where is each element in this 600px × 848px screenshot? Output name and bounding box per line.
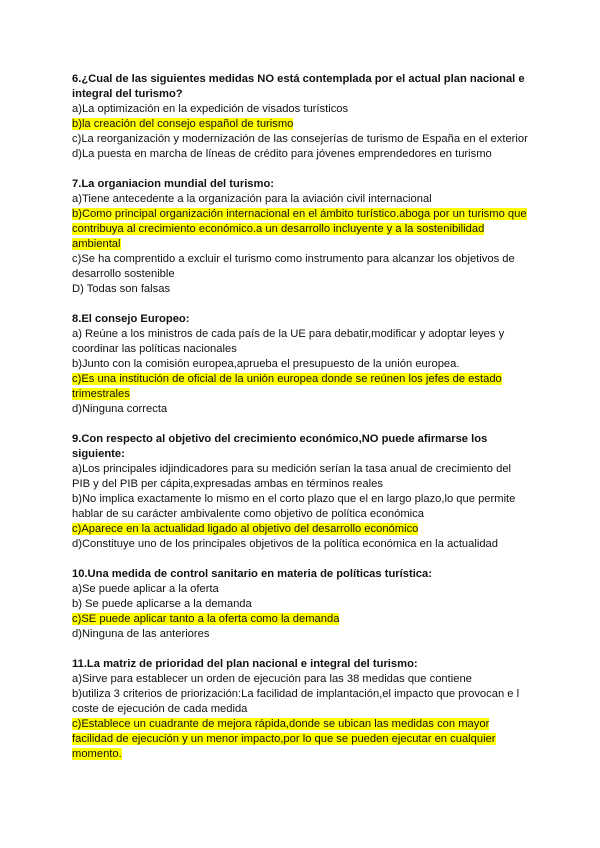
question-block: [72, 657, 530, 762]
option-text: d)Ninguna de las anteriores: [72, 628, 210, 640]
question-title: 9.Con respecto al objetivo del crecimiento económico,NO puede afirmarse los siguiente:: [72, 433, 488, 460]
option-text: D) Todas son falsas: [72, 283, 171, 295]
option-text: a) Reúne a los ministros de cada país de la UE para debatir,modificar y adoptar leyes y coordinar las políticas nacionales: [72, 328, 505, 355]
option-text: c)Establece un cuadrante de mejora rápida,donde se ubican las medidas con mayor facilidad de ejecución y un menor impacto,por lo que se pueden ejecutar en cualquier momento.: [72, 718, 496, 760]
answer-option: [72, 672, 530, 687]
option-text: c)Es una institución de oficial de la unión europea donde se reúnen los jefes de estado trimestrales: [72, 373, 502, 400]
answer-option: [72, 357, 530, 372]
answer-option-highlighted: [72, 207, 530, 252]
option-text: c)La reorganización y modernización de las consejerías de turismo de España en el exterior: [72, 133, 528, 145]
answer-option-highlighted: [72, 117, 530, 132]
option-text: c)Aparece en la actualidad ligado al objetivo del desarrollo económico: [72, 523, 419, 535]
question-block: [72, 72, 530, 162]
answer-option: [72, 327, 530, 357]
question-title: 7.La organiacion mundial del turismo:: [72, 178, 275, 190]
option-text: a)Tiene antecedente a la organización para la aviación civil internacional: [72, 193, 432, 205]
answer-option: [72, 582, 530, 597]
option-text: d)Constituye uno de los principales objetivos de la política económica en la actualidad: [72, 538, 499, 550]
option-text: c)Se ha comprentido a excluir el turismo como instrumento para alcanzar los objetivos de desarrollo sostenible: [72, 253, 515, 280]
answer-option: [72, 147, 530, 162]
option-text: a)Se puede aplicar a la oferta: [72, 583, 219, 595]
answer-option: [72, 252, 530, 282]
option-text: b)utiliza 3 criterios de priorización:La facilidad de implantación,el impacto que provocan e l coste de ejecución de cada medida: [72, 688, 520, 715]
option-text: d)Ninguna correcta: [72, 403, 168, 415]
question-title: 11.La matriz de prioridad del plan nacional e integral del turismo:: [72, 658, 418, 670]
answer-option: [72, 132, 530, 147]
option-text: b)No implica exactamente lo mismo en el corto plazo que el en largo plazo,lo que permite hablar de su carácter ambivalente como objetivo de política económica: [72, 493, 516, 520]
question-title: 6.¿Cual de las siguientes medidas NO está contemplada por el actual plan nacional e integral del turismo?: [72, 73, 525, 100]
question-block: [72, 177, 530, 297]
answer-option: [72, 462, 530, 492]
answer-option: [72, 192, 530, 207]
answer-option-highlighted: [72, 717, 530, 762]
option-text: b) Se puede aplicarse a la demanda: [72, 598, 252, 610]
question-title: 8.El consejo Europeo:: [72, 313, 190, 325]
answer-option: [72, 537, 530, 552]
option-text: a)Los principales idjindicadores para su medición serían la tasa anual de crecimiento del PIB y del PIB per cápita,expresadas ambas en términos reales: [72, 463, 512, 490]
answer-option: [72, 492, 530, 522]
option-text: a)La optimización en la expedición de visados turísticos: [72, 103, 349, 115]
question-block: [72, 432, 530, 552]
option-text: b)la creación del consejo español de turismo: [72, 118, 294, 130]
answer-option: [72, 597, 530, 612]
question-block: [72, 567, 530, 642]
option-text: a)Sirve para establecer un orden de ejecución para las 38 medidas que contiene: [72, 673, 472, 685]
answer-option-highlighted: [72, 372, 530, 402]
question-block: [72, 312, 530, 417]
answer-option: [72, 627, 530, 642]
answer-option: [72, 282, 530, 297]
answer-option: [72, 402, 530, 417]
answer-option: [72, 102, 530, 117]
answer-option-highlighted: [72, 612, 530, 627]
question-title: 10.Una medida de control sanitario en materia de políticas turística:: [72, 568, 432, 580]
option-text: b)Como principal organización internacional en el ámbito turístico.aboga por un turismo que contribuya al crecimiento económico.a un desarrollo incluyente y a la sostenibilidad ambiental: [72, 208, 527, 250]
answer-option: [72, 687, 530, 717]
option-text: c)SE puede aplicar tanto a la oferta como la demanda: [72, 613, 340, 625]
option-text: d)La puesta en marcha de líneas de crédito para jóvenes emprendedores en turismo: [72, 148, 492, 160]
option-text: b)Junto con la comisión europea,aprueba el presupuesto de la unión europea.: [72, 358, 460, 370]
answer-option-highlighted: [72, 522, 530, 537]
